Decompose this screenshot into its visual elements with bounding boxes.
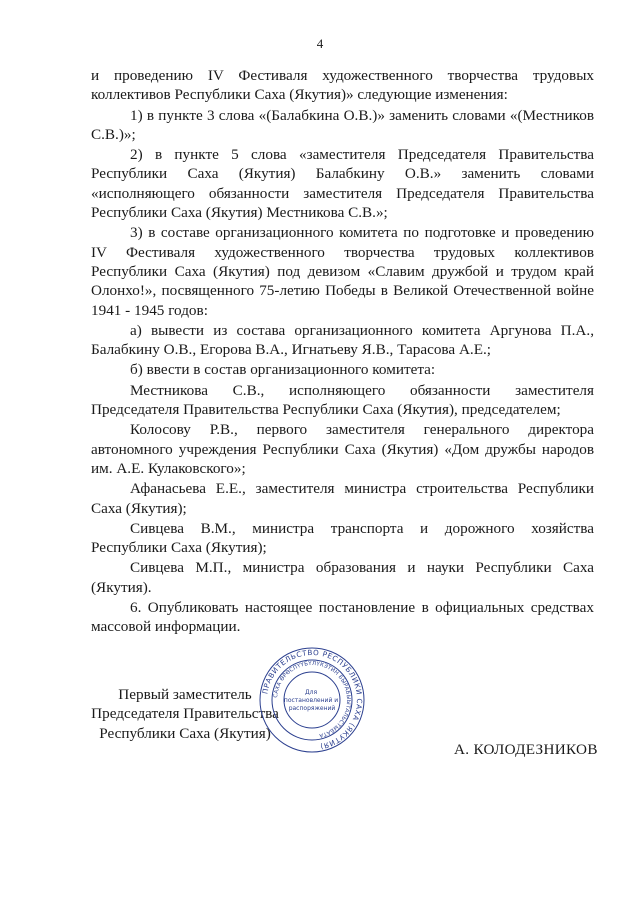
paragraph: и проведению IV Фестиваля художественного творчества трудовых коллективов Республики Саха (Якутия)» следующие изменения: [91,67,594,104]
paragraph: Сивцева В.М., министра транспорта и дорожного хозяйства Республики Саха (Якутия); [91,519,594,557]
page-number: 4 [316,36,324,51]
paragraph: Афанасьева Е.Е., заместителя министра строительства Республики Саха (Якутия); [91,480,594,517]
paragraph: Колосову Р.В., первого заместителя генерального директора автономного учреждения Республики Саха (Якутия) «Дом дружбы народов им. А.Е. Кулаковского»; [91,421,594,477]
signatory-name: А. КОЛОДЕЗНИКОВ [454,741,598,758]
seal-center-text: Для постановлений и распоряжений [283,689,339,712]
signatory-position-line: Первый заместитель [118,686,252,703]
paragraph: а) вывести из состава организационного комитета Аргунова П.А., Балабкину О.В., Егорова В.А., Игнатьеву Я.В., Тарасова А.Е.; [91,321,594,359]
paragraph: 2) в пункте 5 слова «заместителя Председателя Правительства Республики Саха (Якутия) Балабкину О.В.» заменить словами «исполняющего обязанности заместителя Председателя Правительства Республики Саха (Якутия) Местникова С.В.»; [91,146,594,222]
seal-outer-text: ПРАВИТЕЛЬСТВО РЕСПУБЛИКИ САХА (ЯКУТИЯ) [260,647,365,752]
signatory-position-line: Республики Саха (Якутия) [99,724,271,742]
paragraph: 1) в пункте 3 слова «(Балабкина О.В.)» заменить словами «(Местников С.В.)»; [91,106,594,143]
paragraph: 3) в составе организационного комитета по подготовке и проведению IV Фестиваля художественного творчества трудовых коллективов Республики Саха (Якутия) под девизом «Славим дружбой и трудом край Олонхо!», посвященного 75-летию Победы в Великой Отечественной войне 1941 - 1945 годов: [91,224,594,319]
document-body [91,66,594,637]
seal-inner-text: САХА ӨРӨСПҮҮБҮЛҮКЭТИН БЫРАБЫЫТАЛЬСТЫБАТА [273,660,352,739]
paragraph: 6. Опубликовать настоящее постановление в официальных средствах массовой информации. [91,599,594,636]
signatory-position-line: Председателя Правительства [91,705,279,723]
paragraph: б) ввести в состав организационного комитета: [130,361,436,379]
official-seal [258,646,366,754]
paragraph: Местникова С.В., исполняющего обязанности заместителя Председателя Правительства Республики Саха (Якутия), председателем; [91,381,594,419]
paragraph: Сивцева М.П., министра образования и науки Республики Саха (Якутия). [91,559,594,596]
